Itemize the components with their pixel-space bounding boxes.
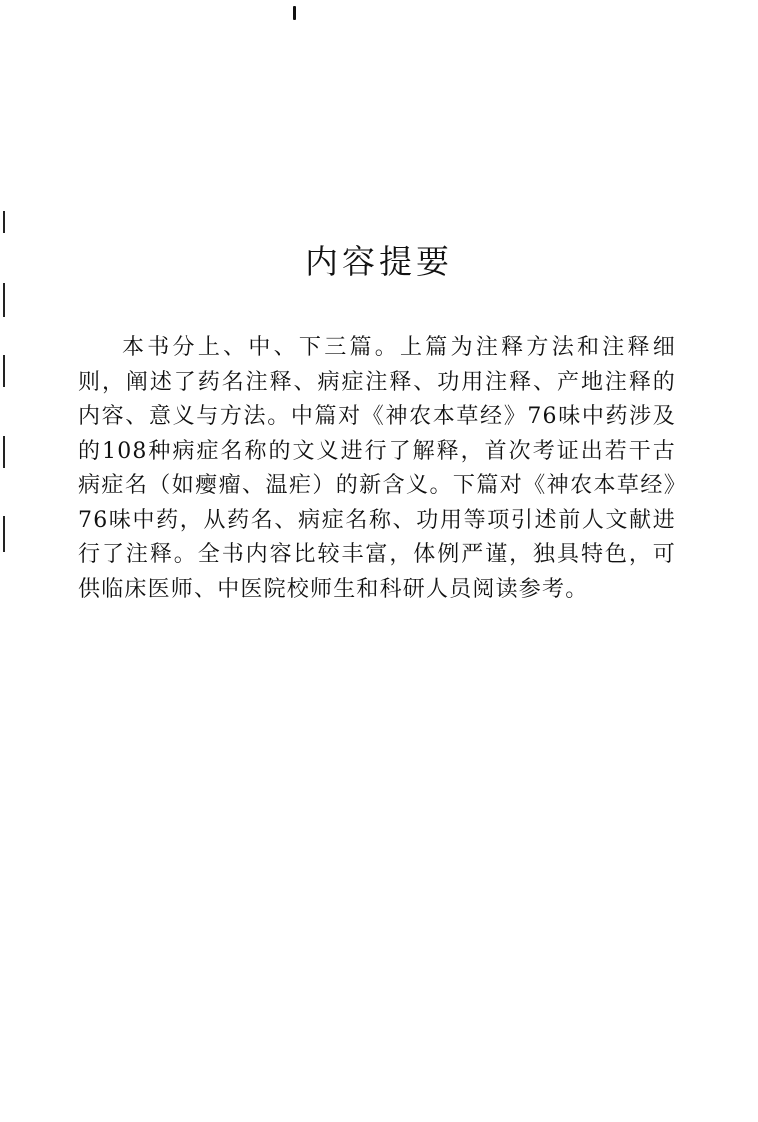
binding-edge-mark bbox=[3, 436, 5, 468]
binding-edge-mark bbox=[3, 283, 5, 317]
binding-edge-mark bbox=[3, 516, 5, 552]
page-title: 内容提要 bbox=[305, 242, 453, 281]
binding-edge-mark bbox=[3, 211, 5, 233]
binding-edge-mark bbox=[3, 355, 5, 387]
abstract-paragraph: 本书分上、中、下三篇。上篇为注释方法和注释细则，阐述了药名注释、病症注释、功用注释、产地注释的内容、意义与方法。中篇对《神农本草经》76味中药涉及的108种病症名称的文义进行了解释，首次考证出若干古病症名（如瘿瘤、温疟）的新含义。下篇对《神农本草经》76味中药，从药名、病症名称、功用等项引述前人文献进行了注释。全书内容比较丰富，体例严谨，独具特色，可供临床医师、中医院校师生和科研人员阅读参考。 bbox=[78, 335, 676, 602]
scan-artifact-mark bbox=[293, 6, 296, 20]
